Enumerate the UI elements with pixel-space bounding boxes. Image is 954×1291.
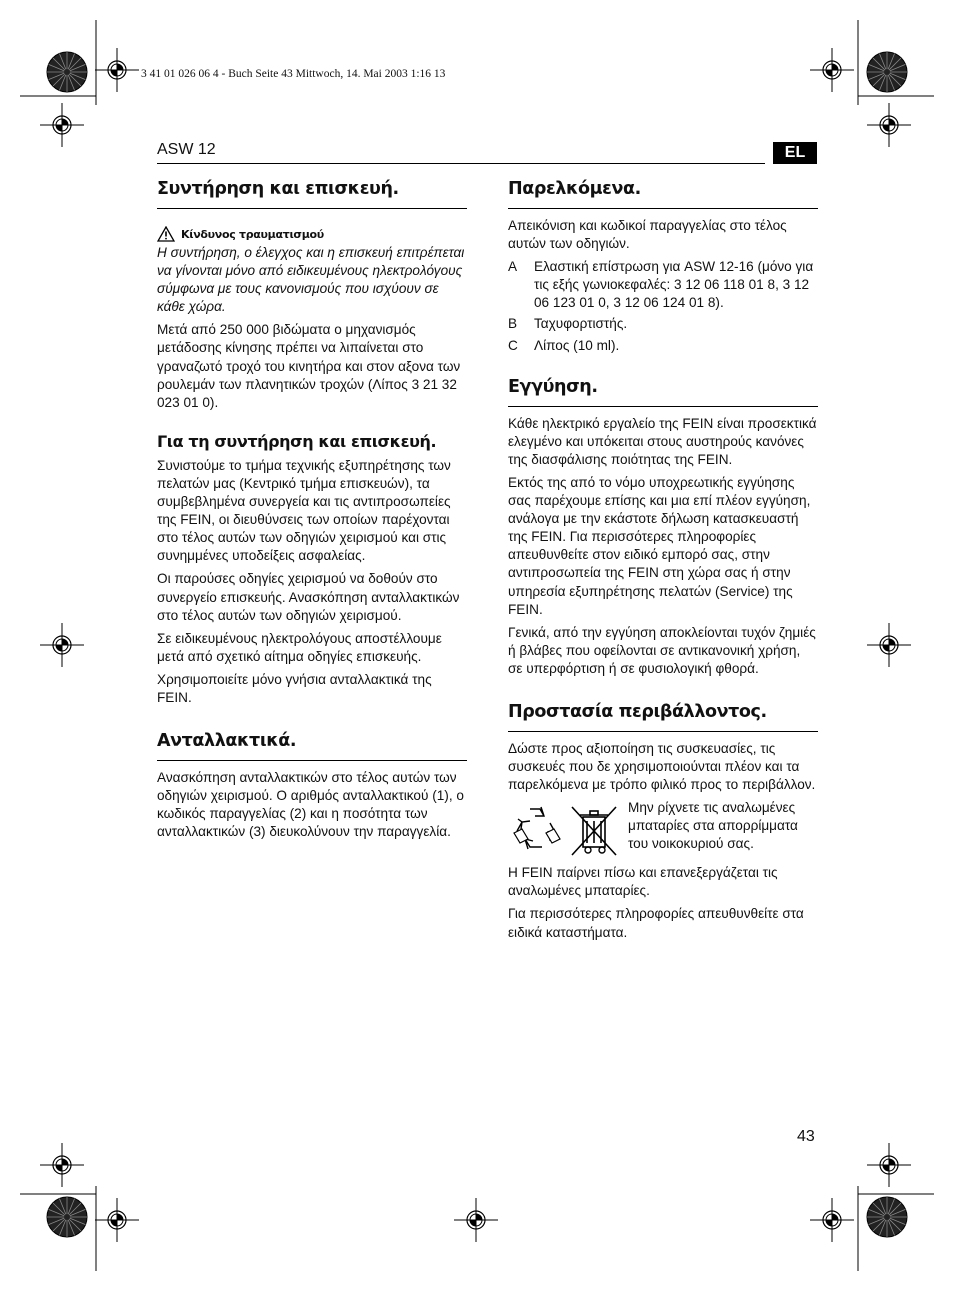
for-maintenance-p1: Συνιστούμε το τμήμα τεχνικής εξυπηρέτησης των πελατών μας (Κεντρικό τμήμα επισκευών), τα συμβεβλημένα συνεργεία και τις αντιπροσωπείες της FEIN, οι διευθύνσεις των οποίων παρέχονται στο τέλος αυτών των οδηγιών χειρισμού και στις συνημμένες υποδείξεις ασφαλείας.	[157, 457, 451, 564]
accessory-text: Ελαστική επίστρωση για ASW 12-16 (μόνο για τις εξής γωνιοκεφαλές: 3 12 06 118 01 8, 3 12 06 123 01 0, 3 12 06 124 01 8).	[534, 259, 814, 311]
spare-parts-text: Ανασκόπηση ανταλλακτικών στο τέλος αυτών των οδηγιών χειρισμού. Ο αριθμός ανταλλακτικού (1), ο κωδικός παραγγελίας (2) και η ποσότητα των ανταλλακτικών (3) διευκολύνουν την παραγγελία.	[157, 770, 464, 840]
recycle-icon	[508, 803, 564, 855]
header-model: ASW 12	[157, 141, 216, 158]
accessory-key: B	[508, 316, 518, 332]
warning-header	[157, 226, 467, 242]
warranty-p2: Εκτός της από το νόμο υποχρεωτικής εγγύησης σας παρέχουμε επίσης και μια επί πλέον εγγύηση, ανάλογα με την εκάστοτε δήλωση κατασκευαστή της FEIN. Για περισσότερες πληροφορίες απευθυνθείτε στον ειδικό εμπορό σας, στην αντιπροσωπεία της FEIN στη χώρα σας ή στην υπηρεσία εξυπηρέτησης πελατών (Service) της FEIN.	[508, 474, 811, 617]
accessory-key: C	[508, 337, 518, 353]
environment-heading: Προστασία περιβάλλοντος.	[508, 701, 818, 732]
warning-triangle-icon	[157, 226, 175, 242]
print-slug-line: 3 41 01 026 06 4 - Buch Seite 43 Mittwoch, 14. Mai 2003 1:16 13	[141, 68, 446, 80]
page-number: 43	[797, 1128, 815, 1145]
accessory-key: A	[508, 259, 518, 275]
language-badge: EL	[773, 142, 817, 164]
accessories-intro: Απεικόνιση και κωδικοί παραγγελίας στο τέλος αυτών των οδηγιών.	[508, 218, 787, 252]
accessory-item	[508, 337, 818, 355]
environment-p1: Δώστε προς αξιοποίηση τις συσκευασίες, τις συσκευές που δε χρησιμοποιούνται πλέον και τα παρελκόμενα με τρόπο φιλικό προς το περιβάλλον.	[508, 740, 816, 793]
crossed-out-bin-icon	[566, 803, 622, 859]
accessories-heading: Παρελκόμενα.	[508, 178, 818, 209]
accessory-text: Λίπος (10 ml).	[534, 337, 620, 353]
for-maintenance-p2: Οι παρούσες οδηγίες χειρισμού να δοθούν στο συνεργείο επισκευής. Ανασκόπηση ανταλλακτικών στο τέλος αυτών των οδηγιών χειρισμού.	[157, 571, 460, 623]
accessory-text: Ταχυφορτιστής.	[534, 316, 628, 332]
warranty-heading: Εγγύηση.	[508, 376, 818, 407]
environment-p3: Για περισσότερες πληροφορίες απευθυνθείτε στα ειδικά καταστήματα.	[508, 906, 804, 940]
for-maintenance-heading: Για τη συντήρηση και επισκευή.	[157, 431, 437, 451]
environment-p2: Η FEIN παίρνει πίσω και επανεξεργάζεται τις αναλωμένες μπαταρίες.	[508, 865, 778, 899]
warranty-p1: Κάθε ηλεκτρικό εργαλείο της FEIN είναι προσεκτικά ελεγμένο και υπόκειται στους αυστηρούς κανόνες της διασφάλισης ποιότητας της FEIN.	[508, 415, 817, 467]
warning-title: Κίνδυνος τραυματισμού	[181, 227, 324, 241]
accessory-item	[508, 315, 818, 333]
warranty-p3: Γενικά, από την εγγύηση αποκλείονται τυχόν ζημιές ή βλάβες που οφείλονται σε αντικανονική χρήση, σε υπερφόρτιση ή σε φυσιολογική φθορά.	[508, 624, 816, 676]
spare-parts-heading: Ανταλλακτικά.	[157, 730, 467, 761]
header-rule	[157, 163, 765, 164]
right-column	[508, 178, 818, 947]
for-maintenance-p4: Χρησιμοποιείτε μόνο γνήσια ανταλλακτικά της FEIN.	[157, 671, 432, 705]
accessory-item	[508, 258, 818, 312]
left-column	[157, 178, 467, 846]
battery-note: Μην ρίχνετε τις αναλωμένες μπαταρίες στα απορρίμματα του νοικοκυριού σας.	[628, 800, 798, 852]
maintenance-heading: Συντήρηση και επισκευή.	[157, 178, 467, 209]
battery-disposal-row	[508, 799, 818, 859]
maintenance-text: Μετά από 250 000 βιδώματα ο μηχανισμός μετάδοσης κίνησης πρέπει να λιπαίνεται στο γραναζωτό τροχό του κινητήρα και στον αξονα των ρουλεμάν των πλανητικών τροχών (Λίπος 3 21 32 023 01 0).	[157, 322, 461, 410]
disposal-icons	[508, 799, 628, 859]
for-maintenance-p3: Σε ειδικευμένους ηλεκτρολόγους αποστέλλουμε μετά από σχετικό αίτημα οδηγίες επισκευής.	[157, 630, 442, 664]
warning-text: Η συντήρηση, ο έλεγχος και η επισκευή επιτρέπεται να γίνονται μόνο από ειδικευμένους ηλεκτρολόγους σύμφωνα με τους κανονισμούς που ισχύουν σε κάθε χώρα.	[157, 245, 465, 315]
